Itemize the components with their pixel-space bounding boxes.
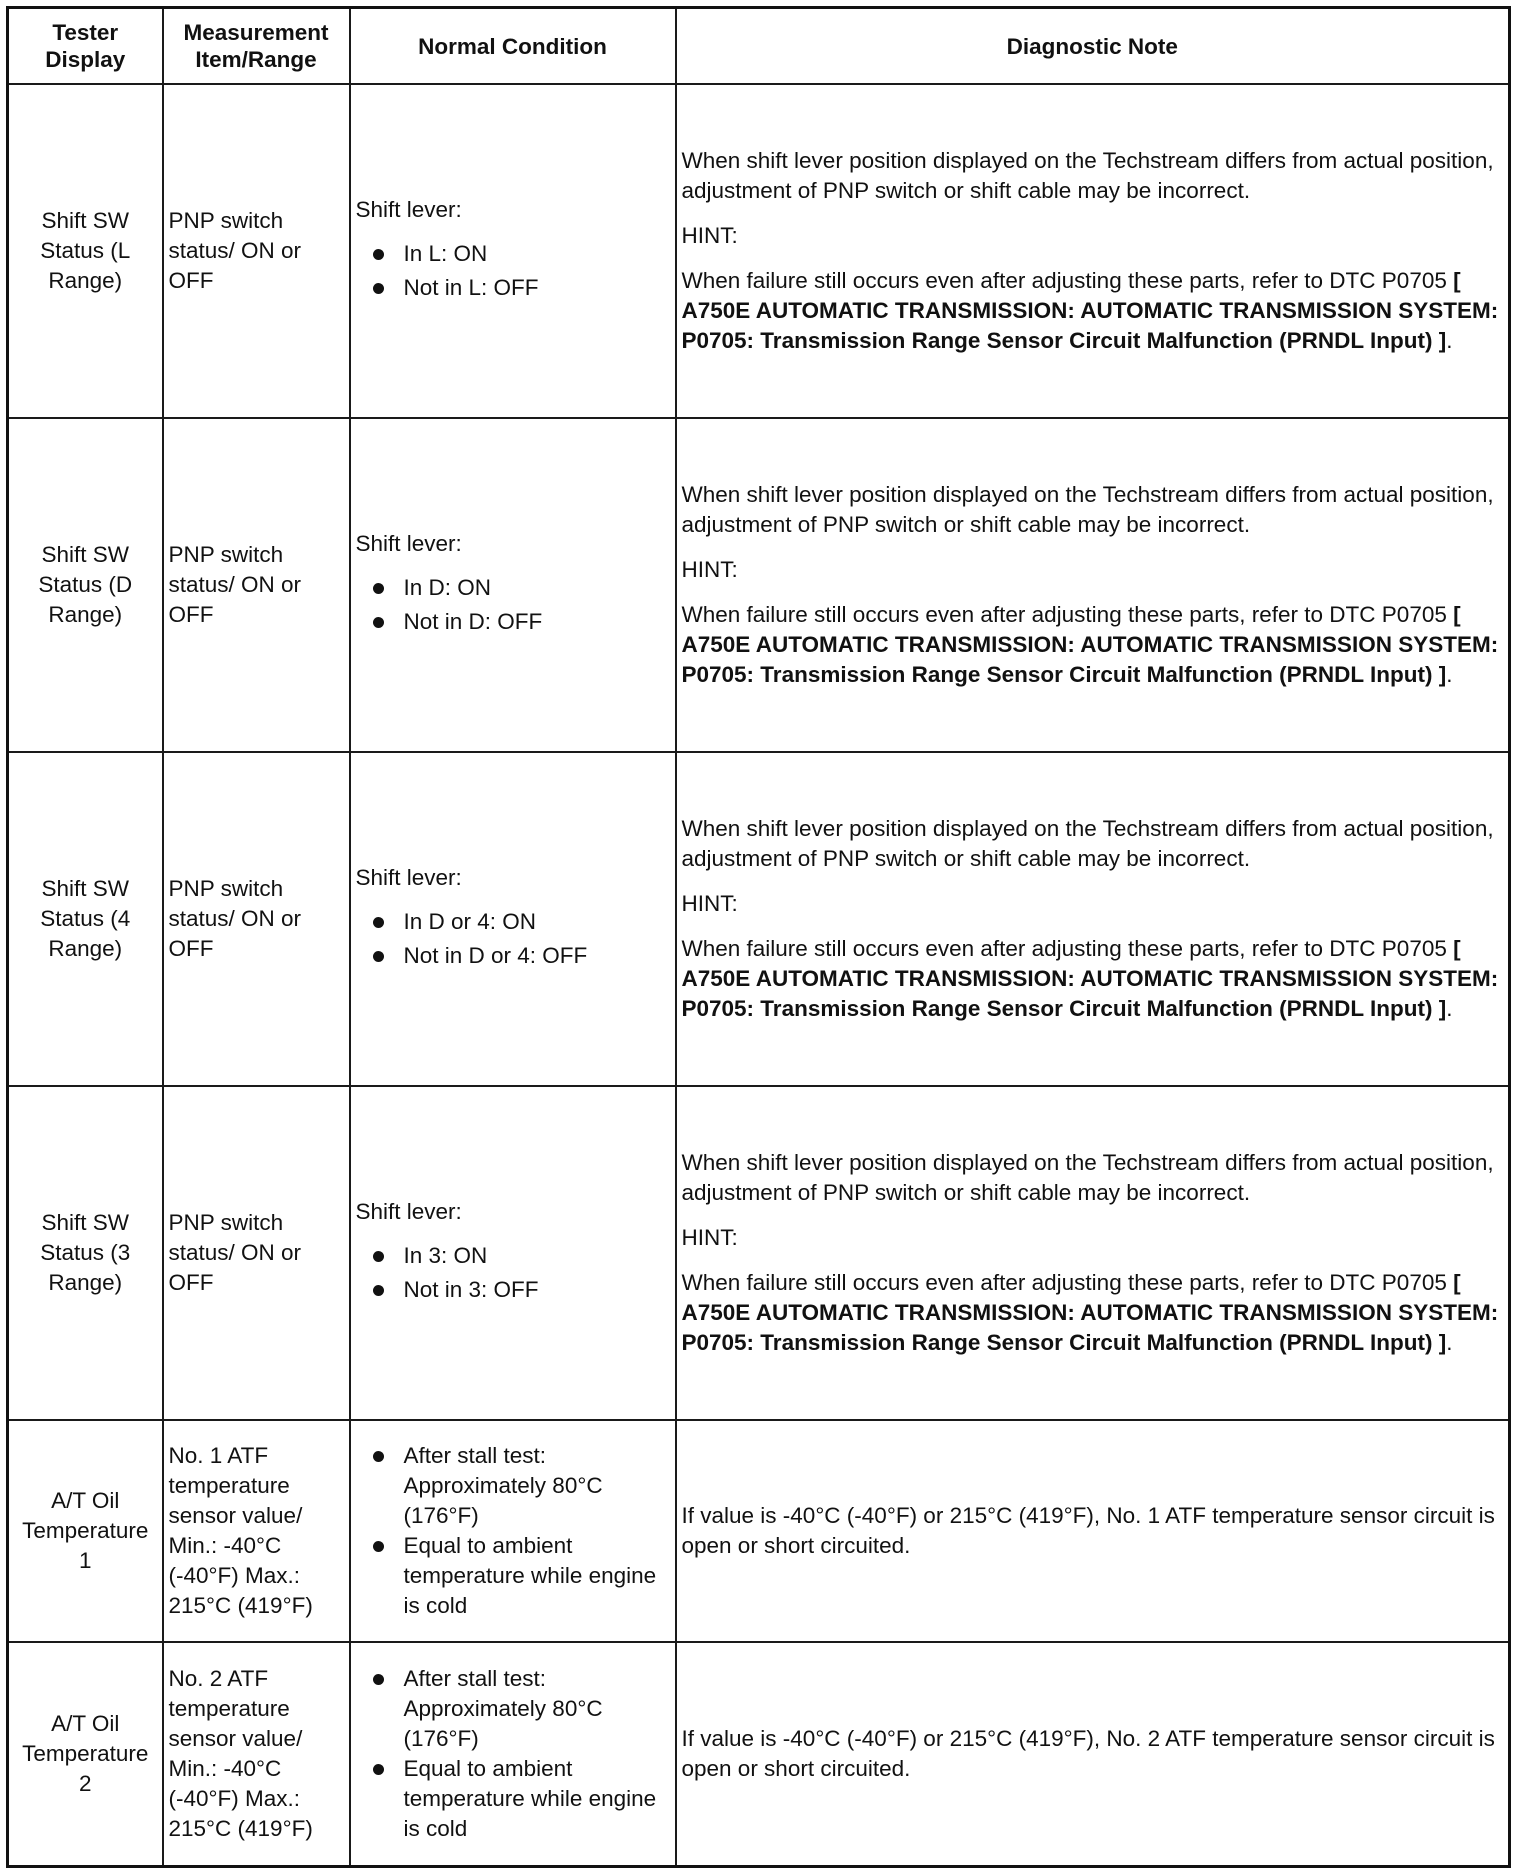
header-diagnostic-note: Diagnostic Note (676, 8, 1510, 85)
dtc-reference: [ A750E AUTOMATIC TRANSMISSION: AUTOMATIC TRANSMISSION SYSTEM: P0705: Transmission Range Sensor Circuit Malfunction (PRNDL Input) ] (681, 1270, 1499, 1355)
tester-display-cell: Shift SW Status (D Range) (8, 418, 163, 752)
normal-lead: Shift lever: (355, 1199, 462, 1224)
normal-condition-cell (350, 1420, 676, 1642)
table-row (8, 84, 1510, 418)
bullet-icon (373, 1541, 384, 1552)
bullet-icon (373, 283, 384, 294)
measurement-cell: PNP switch status/ ON or OFF (163, 1086, 350, 1420)
measurement-cell: No. 1 ATF temperature sensor value/ Min.: -40°C (-40°F) Max.: 215°C (419°F) (163, 1420, 350, 1642)
note-paragraph: When failure still occurs even after adjusting these parts, refer to DTC P0705 [ A750E AUTOMATIC TRANSMISSION: AUTOMATIC TRANSMISSION SYSTEM: P0705: Transmission Range Sensor Circuit Malfunction (PRNDL Input) ]. (681, 1270, 1499, 1355)
list-item: In 3: ON (373, 1241, 670, 1271)
tester-display-cell: Shift SW Status (4 Range) (8, 752, 163, 1086)
diagnostic-note-cell (676, 1086, 1510, 1420)
note-paragraph: When shift lever position displayed on the Techstream differs from actual position, adjustment of PNP switch or shift cable may be incorrect. (681, 148, 1494, 203)
tester-display-cell: Shift SW Status (L Range) (8, 84, 163, 418)
list-item: After stall test: Approximately 80°C (176°F) (373, 1441, 670, 1531)
tester-display-cell: A/T Oil Temperature 1 (8, 1420, 163, 1642)
list-item: In D or 4: ON (373, 907, 670, 937)
note-paragraph: When failure still occurs even after adjusting these parts, refer to DTC P0705 [ A750E AUTOMATIC TRANSMISSION: AUTOMATIC TRANSMISSION SYSTEM: P0705: Transmission Range Sensor Circuit Malfunction (PRNDL Input) ]. (681, 602, 1499, 687)
normal-condition-cell (350, 418, 676, 752)
list-item: In D: ON (373, 573, 670, 603)
table-row (8, 418, 1510, 752)
table-row (8, 1420, 1510, 1642)
normal-lead: Shift lever: (355, 865, 462, 890)
measurement-cell: PNP switch status/ ON or OFF (163, 752, 350, 1086)
normal-lead: Shift lever: (355, 197, 462, 222)
note-hint: HINT: (681, 557, 738, 582)
note-hint: HINT: (681, 1225, 738, 1250)
list-item: Not in D or 4: OFF (373, 941, 670, 971)
diagnostic-note-cell (676, 84, 1510, 418)
bullet-icon (373, 1285, 384, 1296)
note-hint: HINT: (681, 891, 738, 916)
list-item: In L: ON (373, 239, 670, 269)
bullet-icon (373, 1251, 384, 1262)
measurement-cell: PNP switch status/ ON or OFF (163, 84, 350, 418)
dtc-reference: [ A750E AUTOMATIC TRANSMISSION: AUTOMATIC TRANSMISSION SYSTEM: P0705: Transmission Range Sensor Circuit Malfunction (PRNDL Input) ] (681, 602, 1499, 687)
bullet-icon (373, 1764, 384, 1775)
note-paragraph: When shift lever position displayed on the Techstream differs from actual position, adjustment of PNP switch or shift cable may be incorrect. (681, 816, 1494, 871)
note-paragraph: When shift lever position displayed on the Techstream differs from actual position, adjustment of PNP switch or shift cable may be incorrect. (681, 1150, 1494, 1205)
header-row (8, 8, 1510, 85)
list-item: Equal to ambient temperature while engine is cold (373, 1531, 670, 1621)
bullet-icon (373, 617, 384, 628)
header-measurement: Measurement Item/Range (163, 8, 350, 85)
table-row (8, 752, 1510, 1086)
measurement-cell: No. 2 ATF temperature sensor value/ Min.: -40°C (-40°F) Max.: 215°C (419°F) (163, 1642, 350, 1866)
note-paragraph: When failure still occurs even after adjusting these parts, refer to DTC P0705 [ A750E AUTOMATIC TRANSMISSION: AUTOMATIC TRANSMISSION SYSTEM: P0705: Transmission Range Sensor Circuit Malfunction (PRNDL Input) ]. (681, 268, 1499, 353)
list-item: Not in D: OFF (373, 607, 670, 637)
diagnostic-note-cell: If value is -40°C (-40°F) or 215°C (419°F), No. 2 ATF temperature sensor circuit is open or short circuited. (676, 1642, 1510, 1866)
normal-condition-cell (350, 1642, 676, 1866)
header-normal-condition: Normal Condition (350, 8, 676, 85)
bullet-icon (373, 249, 384, 260)
note-paragraph: When shift lever position displayed on the Techstream differs from actual position, adjustment of PNP switch or shift cable may be incorrect. (681, 482, 1494, 537)
list-item: After stall test: Approximately 80°C (176°F) (373, 1664, 670, 1754)
list-item: Not in L: OFF (373, 273, 670, 303)
normal-condition-cell (350, 752, 676, 1086)
note-paragraph: When failure still occurs even after adjusting these parts, refer to DTC P0705 [ A750E AUTOMATIC TRANSMISSION: AUTOMATIC TRANSMISSION SYSTEM: P0705: Transmission Range Sensor Circuit Malfunction (PRNDL Input) ]. (681, 936, 1499, 1021)
list-item: Equal to ambient temperature while engine is cold (373, 1754, 670, 1844)
normal-lead: Shift lever: (355, 531, 462, 556)
table-row (8, 1642, 1510, 1866)
normal-condition-cell (350, 84, 676, 418)
bullet-icon (373, 951, 384, 962)
diagnostic-note-cell (676, 752, 1510, 1086)
bullet-icon (373, 917, 384, 928)
diagnostic-note-cell: If value is -40°C (-40°F) or 215°C (419°F), No. 1 ATF temperature sensor circuit is open or short circuited. (676, 1420, 1510, 1642)
data-list-table (6, 6, 1511, 1868)
normal-condition-cell (350, 1086, 676, 1420)
note-hint: HINT: (681, 223, 738, 248)
bullet-icon (373, 1451, 384, 1462)
tester-display-cell: A/T Oil Temperature 2 (8, 1642, 163, 1866)
dtc-reference: [ A750E AUTOMATIC TRANSMISSION: AUTOMATIC TRANSMISSION SYSTEM: P0705: Transmission Range Sensor Circuit Malfunction (PRNDL Input) ] (681, 268, 1499, 353)
table-row (8, 1086, 1510, 1420)
diagnostic-note-cell (676, 418, 1510, 752)
bullet-icon (373, 1674, 384, 1685)
header-tester-display: Tester Display (8, 8, 163, 85)
list-item: Not in 3: OFF (373, 1275, 670, 1305)
dtc-reference: [ A750E AUTOMATIC TRANSMISSION: AUTOMATIC TRANSMISSION SYSTEM: P0705: Transmission Range Sensor Circuit Malfunction (PRNDL Input) ] (681, 936, 1499, 1021)
tester-display-cell: Shift SW Status (3 Range) (8, 1086, 163, 1420)
measurement-cell: PNP switch status/ ON or OFF (163, 418, 350, 752)
bullet-icon (373, 583, 384, 594)
